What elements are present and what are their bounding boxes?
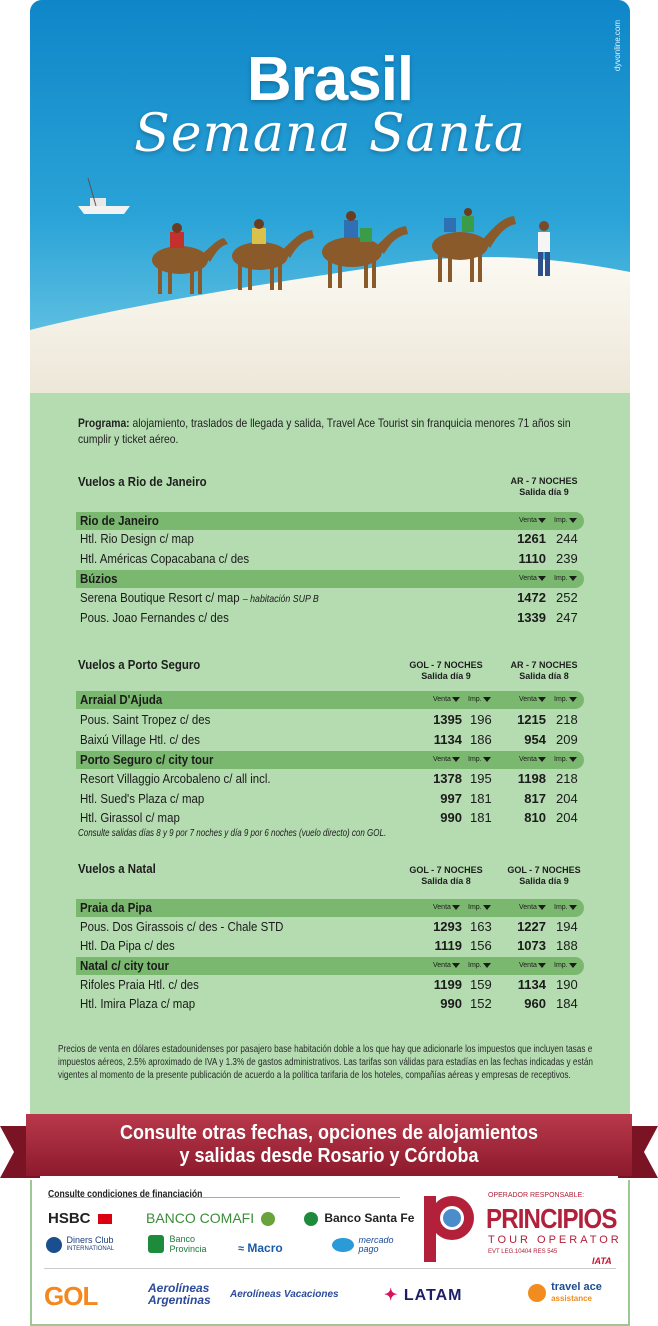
hotel-name: Htl. Da Pipa c/ des bbox=[80, 938, 175, 953]
category-bar-arraial bbox=[76, 691, 584, 709]
ribbon-line-2: y salidas desde Rosario y Córdoba bbox=[179, 1145, 479, 1167]
mercadopago-logo bbox=[332, 1236, 394, 1254]
imp-price: 209 bbox=[556, 732, 578, 747]
venta-price: 990 bbox=[440, 810, 462, 825]
imp-header bbox=[554, 756, 577, 763]
porto-col2-date: Salida día 8 bbox=[519, 671, 569, 681]
category-bar-porto-seguro bbox=[76, 751, 584, 769]
venta-header bbox=[433, 756, 460, 763]
macro-logo bbox=[238, 1241, 283, 1255]
imp-price: 252 bbox=[556, 590, 578, 605]
imp-price: 163 bbox=[470, 919, 492, 934]
venta-price: 1134 bbox=[517, 977, 546, 992]
table-row bbox=[80, 731, 584, 749]
venta-price: 1293 bbox=[433, 919, 462, 934]
venta-label: Venta bbox=[519, 962, 537, 969]
hero-subtitle: Semana Santa bbox=[134, 104, 526, 164]
imp-label: Imp. bbox=[554, 575, 568, 582]
programa-text bbox=[78, 415, 597, 447]
sort-triangle-icon bbox=[569, 697, 577, 702]
imp-price: 159 bbox=[470, 977, 492, 992]
hotel-name: Pous. Joao Fernandes c/ des bbox=[80, 610, 229, 625]
hero-image bbox=[30, 0, 630, 393]
table-row bbox=[80, 530, 584, 548]
sort-triangle-icon bbox=[452, 963, 460, 968]
mercadopago-label: mercado bbox=[358, 1235, 394, 1245]
imp-price: 247 bbox=[556, 610, 578, 625]
venta-header bbox=[519, 756, 546, 763]
diners-circle-icon bbox=[46, 1237, 62, 1253]
financing-label: Consulte condiciones de financiación bbox=[48, 1189, 203, 1200]
category-bar-pipa bbox=[76, 899, 584, 917]
category-name: Porto Seguro c/ city tour bbox=[80, 752, 214, 767]
mercadopago-sub: pago bbox=[358, 1244, 379, 1254]
category-bar-buzios bbox=[76, 570, 584, 588]
imp-header bbox=[554, 962, 577, 969]
hsbc-hexagon-icon bbox=[98, 1214, 112, 1224]
table-row bbox=[80, 550, 584, 568]
table-row bbox=[80, 790, 584, 808]
venta-price: 1227 bbox=[517, 919, 546, 934]
imp-header bbox=[468, 962, 491, 969]
hsbc-logo bbox=[48, 1210, 112, 1227]
sort-triangle-icon bbox=[569, 576, 577, 581]
sort-triangle-icon bbox=[538, 576, 546, 581]
rio-col-airline: AR - 7 NOCHES bbox=[510, 476, 578, 486]
operator-label: OPERADOR RESPONSABLE: bbox=[488, 1192, 585, 1199]
venta-price: 990 bbox=[440, 996, 462, 1011]
hotel-name: Htl. Américas Copacabana c/ des bbox=[80, 551, 250, 566]
provincia-label: Banco bbox=[169, 1234, 196, 1244]
category-name: Arraial D'Ajuda bbox=[80, 692, 163, 707]
table-row bbox=[80, 711, 584, 729]
category-name: Búzios bbox=[80, 571, 118, 586]
venta-price: 1215 bbox=[517, 712, 546, 727]
venta-header bbox=[519, 904, 546, 911]
natal-col2-date: Salida día 9 bbox=[519, 876, 569, 886]
imp-price: 181 bbox=[470, 791, 492, 806]
imp-price: 196 bbox=[470, 712, 492, 727]
comafi-logo bbox=[146, 1210, 275, 1226]
operator-name: PRINCIPIOS bbox=[486, 1203, 617, 1234]
imp-label: Imp. bbox=[554, 756, 568, 763]
aerolineas-sub: Argentinas bbox=[148, 1293, 211, 1307]
venta-label: Venta bbox=[433, 962, 451, 969]
hotel-name: Htl. Sued's Plaza c/ map bbox=[80, 791, 205, 806]
sort-triangle-icon bbox=[483, 905, 491, 910]
travelace-label: travel ace bbox=[551, 1281, 602, 1293]
venta-price: 997 bbox=[440, 791, 462, 806]
rio-column-header bbox=[504, 476, 584, 498]
sort-triangle-icon bbox=[452, 757, 460, 762]
diners-sub: INTERNATIONAL bbox=[66, 1246, 115, 1252]
venta-price: 1472 bbox=[517, 590, 546, 605]
venta-header bbox=[433, 904, 460, 911]
venta-header bbox=[433, 696, 460, 703]
imp-price: 204 bbox=[556, 791, 578, 806]
venta-label: Venta bbox=[519, 575, 537, 582]
sort-triangle-icon bbox=[569, 963, 577, 968]
sort-triangle-icon bbox=[483, 697, 491, 702]
hotel-name: Pous. Dos Girassois c/ des - Chale STD bbox=[80, 919, 284, 934]
porto-column-header-1 bbox=[406, 660, 486, 682]
operator-evt: EVT LEG.10404 RES 545 bbox=[488, 1249, 558, 1255]
iata-logo: IATA bbox=[592, 1256, 612, 1266]
imp-label: Imp. bbox=[468, 696, 482, 703]
sort-triangle-icon bbox=[538, 963, 546, 968]
hotel-name: Htl. Imira Plaza c/ map bbox=[80, 996, 196, 1011]
hotel-label: Serena Boutique Resort c/ map bbox=[80, 590, 240, 605]
sort-triangle-icon bbox=[483, 963, 491, 968]
gol-logo: GOL bbox=[44, 1281, 98, 1311]
imp-header bbox=[468, 756, 491, 763]
latam-symbol-icon: ✦ bbox=[384, 1287, 399, 1304]
imp-price: 218 bbox=[556, 712, 578, 727]
venta-price: 1198 bbox=[517, 771, 546, 786]
porto-note: Consulte salidas días 8 y 9 por 7 noches y día 9 por 6 noches (vuelo directo) con GOL. bbox=[78, 828, 387, 839]
table-row bbox=[80, 609, 584, 627]
imp-price: 195 bbox=[470, 771, 492, 786]
imp-label: Imp. bbox=[554, 962, 568, 969]
venta-price: 1339 bbox=[517, 610, 546, 625]
table-row bbox=[80, 976, 584, 994]
venta-header bbox=[519, 696, 546, 703]
santafe-clover-icon bbox=[304, 1212, 318, 1226]
imp-label: Imp. bbox=[468, 962, 482, 969]
natal-column-header-2 bbox=[504, 865, 584, 887]
venta-price: 1119 bbox=[434, 938, 462, 953]
hotel-name: Rifoles Praia Htl. c/ des bbox=[80, 977, 199, 992]
rio-col-date: Salida día 9 bbox=[519, 487, 569, 497]
principios-logo-icon bbox=[424, 1196, 476, 1262]
prices-panel bbox=[30, 393, 630, 1118]
hotel-name: Pous. Saint Tropez c/ des bbox=[80, 712, 211, 727]
venta-label: Venta bbox=[433, 756, 451, 763]
venta-price: 1395 bbox=[433, 712, 462, 727]
imp-header bbox=[468, 904, 491, 911]
programa-label: Programa: bbox=[78, 416, 130, 430]
section-title-porto: Vuelos a Porto Seguro bbox=[78, 657, 201, 672]
imp-price: 194 bbox=[556, 919, 578, 934]
aerolineas-vacaciones-logo: Aerolíneas Vacaciones bbox=[230, 1289, 339, 1300]
operator-sub: TOUR OPERATOR bbox=[488, 1234, 622, 1246]
imp-header bbox=[554, 517, 577, 524]
diners-logo bbox=[46, 1236, 114, 1254]
imp-header bbox=[554, 575, 577, 582]
hotel-name: Resort Villaggio Arcobaleno c/ all incl. bbox=[80, 771, 271, 786]
provincia-logo bbox=[148, 1234, 207, 1254]
imp-price: 188 bbox=[556, 938, 578, 953]
imp-label: Imp. bbox=[468, 904, 482, 911]
hotel-name: Htl. Rio Design c/ map bbox=[80, 531, 194, 546]
travelace-ta-icon bbox=[528, 1284, 546, 1302]
financing-divider bbox=[48, 1197, 400, 1198]
venta-label: Venta bbox=[519, 904, 537, 911]
venta-header bbox=[519, 962, 546, 969]
table-row bbox=[80, 589, 584, 607]
venta-header bbox=[519, 575, 546, 582]
comafi-leaf-icon bbox=[261, 1212, 275, 1226]
travelace-logo bbox=[528, 1282, 602, 1304]
category-bar-rio bbox=[76, 512, 584, 530]
imp-label: Imp. bbox=[554, 904, 568, 911]
ribbon-line-1: Consulte otras fechas, opciones de alojamientos bbox=[119, 1122, 539, 1144]
imp-header bbox=[554, 696, 577, 703]
natal-col1-date: Salida día 8 bbox=[421, 876, 471, 886]
venta-price: 1378 bbox=[433, 771, 462, 786]
sort-triangle-icon bbox=[538, 905, 546, 910]
programa-description: alojamiento, traslados de llegada y salida, Travel Ace Tourist sin franquicia menores 71 años sin cumplir y ticket aéreo. bbox=[78, 416, 571, 446]
sort-triangle-icon bbox=[452, 905, 460, 910]
travelace-sub: assistance bbox=[551, 1294, 592, 1303]
macro-label: Macro bbox=[247, 1241, 283, 1255]
imp-price: 184 bbox=[556, 996, 578, 1011]
venta-price: 1261 bbox=[517, 531, 546, 546]
venta-price: 1199 bbox=[433, 977, 462, 992]
venta-price: 960 bbox=[524, 996, 546, 1011]
hsbc-label: HSBC bbox=[48, 1210, 91, 1227]
natal-col2-airline: GOL - 7 NOCHES bbox=[507, 865, 581, 875]
aerolineas-logo bbox=[148, 1282, 211, 1306]
sort-triangle-icon bbox=[483, 757, 491, 762]
sort-triangle-icon bbox=[452, 697, 460, 702]
photo-credit: dyvonline.com bbox=[613, 20, 622, 72]
venta-header bbox=[519, 517, 546, 524]
sort-triangle-icon bbox=[538, 757, 546, 762]
imp-label: Imp. bbox=[554, 517, 568, 524]
table-row bbox=[80, 995, 584, 1013]
venta-price: 1134 bbox=[433, 732, 462, 747]
venta-label: Venta bbox=[433, 904, 451, 911]
aerolineas-label: Aerolíneas bbox=[148, 1281, 210, 1295]
provincia-sub: Provincia bbox=[169, 1244, 207, 1254]
sponsors-divider bbox=[44, 1268, 616, 1269]
porto-col1-date: Salida día 9 bbox=[421, 671, 471, 681]
imp-header bbox=[554, 904, 577, 911]
ribbon-text bbox=[0, 1122, 658, 1168]
category-name: Rio de Janeiro bbox=[80, 513, 159, 528]
venta-price: 1073 bbox=[517, 938, 546, 953]
disclaimer-text: Precios de venta en dólares estadounidenses por pasajero base habitación doble a los que hay que adicionarle los impuestos que incluyen tasas e impuestos aéreos, 2.5% aproximado de IVA y 1.3% de gastos administrativos. Las tarifas son válidas para estadías en las fechas indicadas y están vigentes al momento de la presente publicación de acuerdo a la política tarifaria de los hoteles, compañías aéreas y empresas de receptivos. bbox=[58, 1044, 593, 1081]
venta-price: 810 bbox=[524, 810, 546, 825]
venta-price: 817 bbox=[524, 791, 546, 806]
imp-price: 239 bbox=[556, 551, 578, 566]
category-name: Natal c/ city tour bbox=[80, 958, 170, 973]
imp-header bbox=[468, 696, 491, 703]
table-row bbox=[80, 918, 584, 936]
imp-price: 152 bbox=[470, 996, 492, 1011]
category-bar-natal bbox=[76, 957, 584, 975]
latam-label: LATAM bbox=[403, 1287, 463, 1304]
section-title-rio: Vuelos a Rio de Janeiro bbox=[78, 474, 207, 489]
hero-title: Brasil bbox=[246, 45, 414, 114]
diners-label: Diners Club bbox=[66, 1235, 114, 1245]
hotel-name: Htl. Girassol c/ map bbox=[80, 810, 180, 825]
imp-price: 156 bbox=[470, 938, 492, 953]
imp-price: 204 bbox=[556, 810, 578, 825]
imp-price: 181 bbox=[470, 810, 492, 825]
venta-label: Venta bbox=[519, 696, 537, 703]
latam-logo bbox=[384, 1285, 462, 1305]
table-row bbox=[80, 809, 584, 827]
handshake-icon bbox=[332, 1238, 354, 1252]
sort-triangle-icon bbox=[569, 518, 577, 523]
table-row bbox=[80, 770, 584, 788]
venta-label: Venta bbox=[519, 517, 537, 524]
porto-col1-airline: GOL - 7 NOCHES bbox=[409, 660, 483, 670]
venta-header bbox=[433, 962, 460, 969]
category-name: Praia da Pipa bbox=[80, 900, 152, 915]
hotel-name bbox=[80, 589, 319, 609]
provincia-p-icon bbox=[148, 1235, 164, 1253]
santafe-label: Banco Santa Fe bbox=[324, 1211, 415, 1225]
section-title-natal: Vuelos a Natal bbox=[78, 861, 156, 876]
sort-triangle-icon bbox=[538, 697, 546, 702]
hotel-name: Baixú Village Htl. c/ des bbox=[80, 732, 200, 747]
santafe-logo bbox=[304, 1211, 414, 1226]
natal-col1-airline: GOL - 7 NOCHES bbox=[409, 865, 483, 875]
imp-label: Imp. bbox=[554, 696, 568, 703]
venta-label: Venta bbox=[433, 696, 451, 703]
venta-price: 1110 bbox=[518, 551, 546, 566]
venta-label: Venta bbox=[519, 756, 537, 763]
porto-col2-airline: AR - 7 NOCHES bbox=[510, 660, 578, 670]
room-note: – habitación SUP B bbox=[242, 594, 319, 605]
comafi-label: BANCO COMAFI bbox=[146, 1210, 255, 1226]
imp-label: Imp. bbox=[468, 756, 482, 763]
sort-triangle-icon bbox=[569, 757, 577, 762]
venta-price: 954 bbox=[524, 732, 546, 747]
imp-price: 244 bbox=[556, 531, 578, 546]
sort-triangle-icon bbox=[538, 518, 546, 523]
macro-wave-icon: ≈ bbox=[238, 1243, 245, 1255]
imp-price: 186 bbox=[470, 732, 492, 747]
porto-column-header-2 bbox=[504, 660, 584, 682]
imp-price: 218 bbox=[556, 771, 578, 786]
table-row bbox=[80, 937, 584, 955]
imp-price: 190 bbox=[556, 977, 578, 992]
natal-column-header-1 bbox=[406, 865, 486, 887]
sort-triangle-icon bbox=[569, 905, 577, 910]
